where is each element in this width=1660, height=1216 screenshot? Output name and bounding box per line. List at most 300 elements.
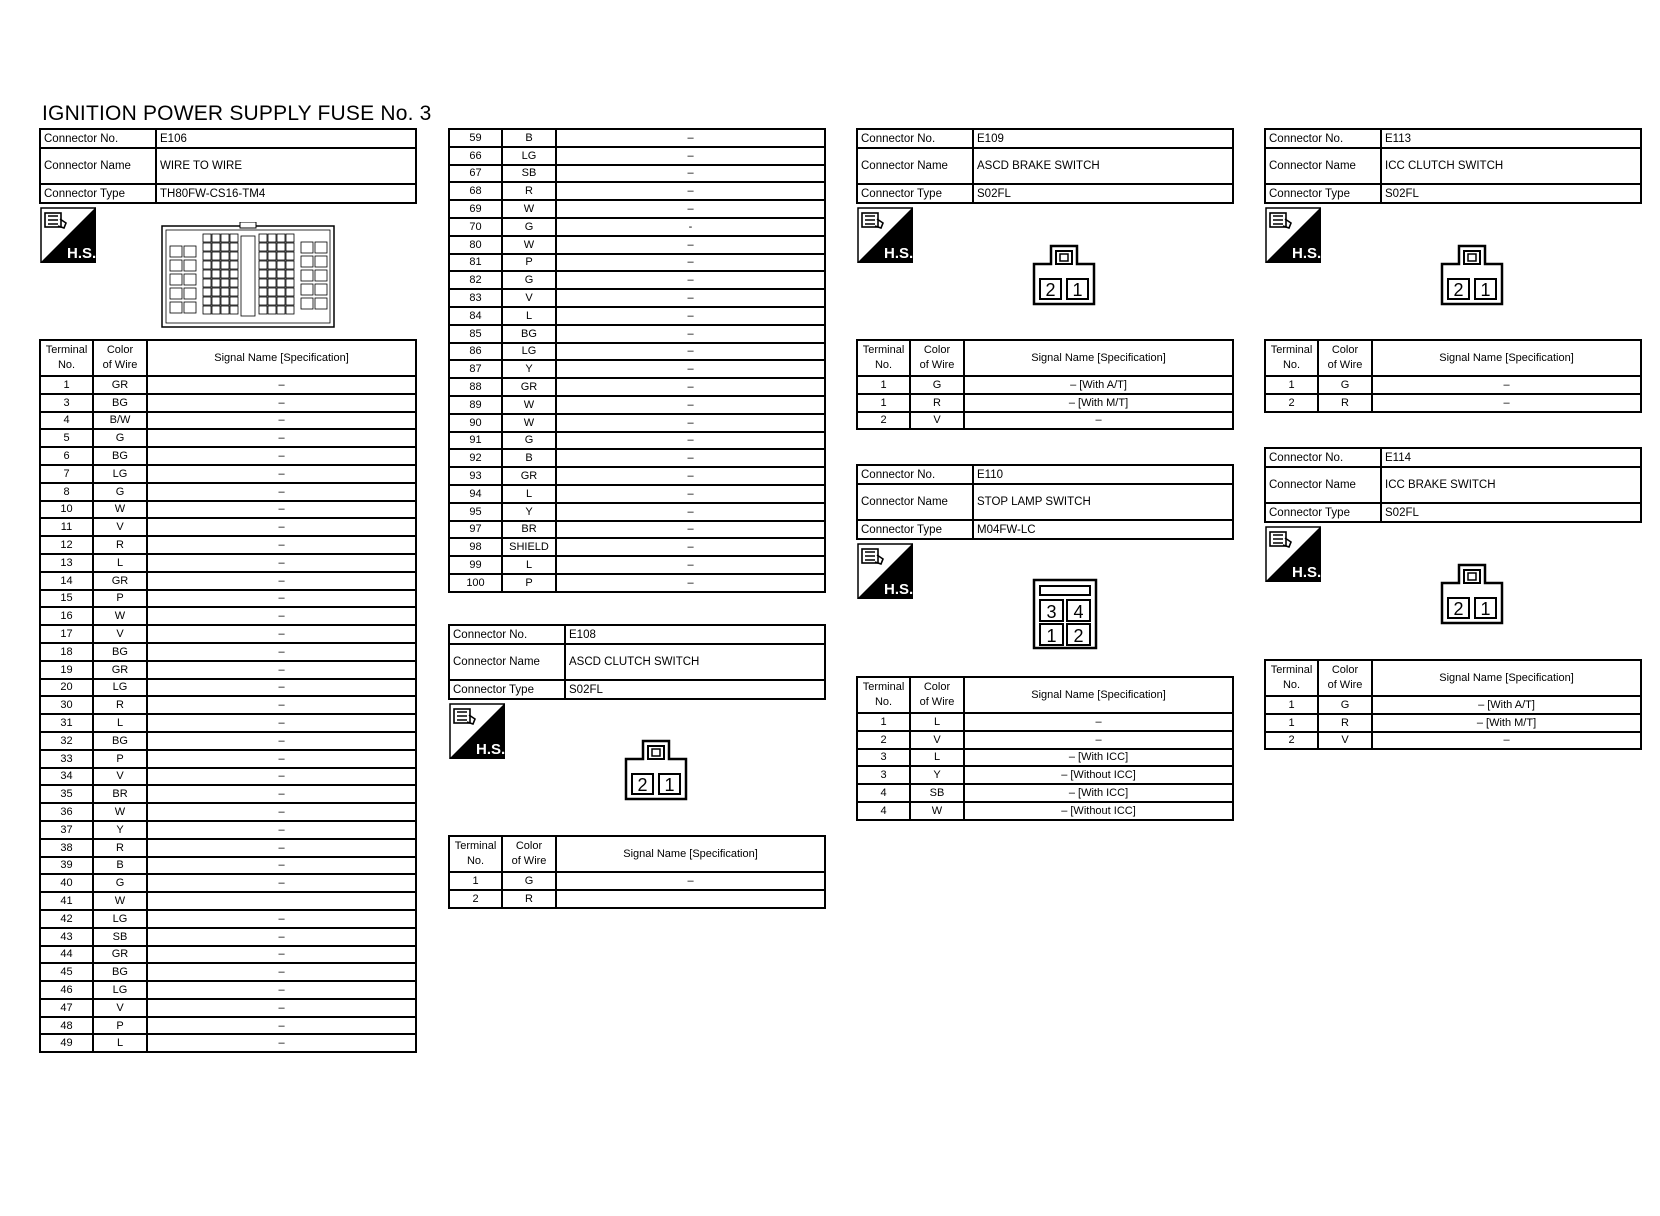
wire-color-cell: Y <box>502 503 556 521</box>
terminal-no-cell: 87 <box>449 360 502 378</box>
signal-name-cell: – <box>147 536 416 554</box>
table-row <box>40 839 416 857</box>
table-row <box>449 200 825 218</box>
wire-color-cell: LG <box>93 679 147 697</box>
connector-name-value: ICC CLUTCH SWITCH <box>1381 148 1641 184</box>
table-row <box>40 643 416 661</box>
signal-name-cell: - <box>556 218 825 236</box>
signal-name-cell: – <box>1372 376 1641 394</box>
terminal-no-cell: 11 <box>40 518 93 536</box>
color-of-wire-header: Color of Wire <box>910 677 964 713</box>
signal-name-cell: – <box>147 857 416 875</box>
wire-color-cell: W <box>93 892 147 910</box>
table-row <box>449 182 825 200</box>
terminal-no-cell: 48 <box>40 1017 93 1035</box>
signal-name-cell: – [With ICC] <box>964 749 1233 767</box>
table-row <box>40 910 416 928</box>
signal-name-cell: – <box>147 679 416 697</box>
connector-no-label: Connector No. <box>1265 448 1381 467</box>
signal-name-cell: – <box>147 394 416 412</box>
table-row <box>857 713 1233 731</box>
terminal-no-cell: 68 <box>449 182 502 200</box>
signal-name-cell: – <box>147 661 416 679</box>
connector-no-value: E109 <box>973 129 1233 148</box>
signal-name-cell: – [Without ICC] <box>964 802 1233 820</box>
signal-name-cell: – <box>147 928 416 946</box>
terminal-no-cell: 100 <box>449 574 502 592</box>
wire-color-cell: L <box>502 556 556 574</box>
svg-text:H.S.: H.S. <box>884 581 913 598</box>
wire-color-cell: GR <box>93 572 147 590</box>
table-row <box>449 254 825 272</box>
wire-color-cell: V <box>93 768 147 786</box>
terminal-no-cell: 15 <box>40 590 93 608</box>
terminal-no-header: Terminal No. <box>40 340 93 376</box>
wire-color-cell: BG <box>93 394 147 412</box>
terminal-no-cell: 4 <box>857 784 910 802</box>
signal-name-cell: – <box>556 396 825 414</box>
signal-name-cell: – <box>556 432 825 450</box>
table-row <box>40 590 416 608</box>
table-row <box>40 999 416 1017</box>
signal-name-header: Signal Name [Specification] <box>1372 660 1641 696</box>
terminal-no-cell: 36 <box>40 803 93 821</box>
terminal-no-cell: 92 <box>449 449 502 467</box>
wire-color-cell: B <box>502 449 556 467</box>
signal-name-cell: – <box>556 467 825 485</box>
terminal-no-cell: 1 <box>40 376 93 394</box>
signal-name-cell: – <box>964 731 1233 749</box>
wire-color-cell: LG <box>93 465 147 483</box>
terminal-no-cell: 41 <box>40 892 93 910</box>
connector-no-label: Connector No. <box>449 625 565 644</box>
svg-text:1: 1 <box>1072 280 1083 300</box>
wire-color-cell: BG <box>93 643 147 661</box>
connector-name-label: Connector Name <box>857 148 973 184</box>
table-row <box>1265 394 1641 412</box>
terminal-no-cell: 90 <box>449 414 502 432</box>
wire-color-cell: BG <box>502 325 556 343</box>
signal-name-cell: – <box>147 714 416 732</box>
signal-name-cell: – <box>556 182 825 200</box>
signal-name-header: Signal Name [Specification] <box>556 836 825 872</box>
svg-text:2: 2 <box>1453 280 1464 300</box>
signal-name-header: Signal Name [Specification] <box>147 340 416 376</box>
connector-name-label: Connector Name <box>1265 467 1381 503</box>
color-of-wire-header: Color of Wire <box>1318 660 1372 696</box>
table-row <box>449 378 825 396</box>
signal-name-cell: – <box>556 236 825 254</box>
signal-name-cell: – <box>556 271 825 289</box>
signal-name-cell: – [With A/T] <box>1372 696 1641 714</box>
terminal-no-cell: 13 <box>40 554 93 572</box>
wire-color-cell: V <box>93 999 147 1017</box>
table-row <box>1265 714 1641 732</box>
wire-color-cell: L <box>93 1034 147 1052</box>
terminal-no-header: Terminal No. <box>857 677 910 713</box>
e110-connector-face-icon <box>1032 578 1098 650</box>
terminal-no-cell: 44 <box>40 946 93 964</box>
table-row <box>449 890 825 908</box>
table-row <box>449 396 825 414</box>
signal-name-cell: – <box>556 414 825 432</box>
table-row <box>40 625 416 643</box>
wire-color-cell: BG <box>93 732 147 750</box>
connector-no-label: Connector No. <box>40 129 156 148</box>
signal-name-cell: – <box>147 572 416 590</box>
signal-name-cell: – <box>556 538 825 556</box>
hs-harness-side-icon <box>1265 207 1321 263</box>
table-row <box>449 872 825 890</box>
signal-name-cell: – <box>147 1034 416 1052</box>
terminal-no-cell: 6 <box>40 447 93 465</box>
terminal-no-header: Terminal No. <box>449 836 502 872</box>
signal-name-cell: – <box>556 449 825 467</box>
terminal-no-cell: 98 <box>449 538 502 556</box>
wire-color-cell: G <box>1318 696 1372 714</box>
wire-color-cell: BR <box>502 521 556 539</box>
signal-name-cell: – <box>556 343 825 361</box>
signal-name-cell: – <box>147 768 416 786</box>
wire-color-cell: R <box>1318 394 1372 412</box>
wire-color-cell: SHIELD <box>502 538 556 556</box>
table-row <box>449 360 825 378</box>
e110-header <box>856 464 1234 540</box>
signal-name-cell: – <box>556 325 825 343</box>
e106-pin-table <box>39 339 417 1053</box>
terminal-no-header: Terminal No. <box>1265 660 1318 696</box>
table-row <box>40 785 416 803</box>
e108-header <box>448 624 826 700</box>
table-row <box>857 784 1233 802</box>
connector-no-value: E113 <box>1381 129 1641 148</box>
wire-color-cell: SB <box>93 928 147 946</box>
table-row <box>40 803 416 821</box>
hs-harness-side-icon <box>40 207 96 263</box>
table-row <box>449 467 825 485</box>
terminal-no-cell: 2 <box>1265 394 1318 412</box>
wire-color-cell: V <box>910 731 964 749</box>
connector-no-value: E110 <box>973 465 1233 484</box>
signal-name-cell: – <box>147 607 416 625</box>
terminal-no-cell: 1 <box>1265 696 1318 714</box>
terminal-no-cell: 46 <box>40 981 93 999</box>
svg-text:1: 1 <box>664 775 675 795</box>
wire-color-cell: V <box>93 518 147 536</box>
terminal-no-cell: 1 <box>857 394 910 412</box>
signal-name-cell: – <box>147 910 416 928</box>
e109-pin-table <box>856 339 1234 430</box>
e114-connector-face-icon <box>1440 563 1504 625</box>
svg-text:H.S.: H.S. <box>67 245 96 262</box>
table-row <box>40 679 416 697</box>
wire-color-cell: R <box>1318 714 1372 732</box>
terminal-no-cell: 3 <box>857 749 910 767</box>
signal-name-cell: – <box>147 501 416 519</box>
connector-type-value: M04FW-LC <box>973 520 1233 539</box>
signal-name-cell: – <box>147 412 416 430</box>
terminal-no-cell: 35 <box>40 785 93 803</box>
signal-name-cell: – <box>147 590 416 608</box>
terminal-no-cell: 80 <box>449 236 502 254</box>
e109-header <box>856 128 1234 204</box>
terminal-no-cell: 40 <box>40 874 93 892</box>
table-row <box>40 572 416 590</box>
terminal-no-cell: 31 <box>40 714 93 732</box>
wire-color-cell: L <box>910 749 964 767</box>
wire-color-cell: GR <box>93 661 147 679</box>
wire-color-cell: LG <box>93 981 147 999</box>
table-row <box>449 485 825 503</box>
signal-name-cell: – <box>147 803 416 821</box>
table-row <box>40 376 416 394</box>
signal-name-cell: – <box>556 360 825 378</box>
e113-header <box>1264 128 1642 204</box>
terminal-no-header: Terminal No. <box>1265 340 1318 376</box>
table-row <box>40 874 416 892</box>
connector-no-value: E108 <box>565 625 825 644</box>
svg-text:4: 4 <box>1073 602 1084 622</box>
signal-name-cell: – [With M/T] <box>964 394 1233 412</box>
wire-color-cell: L <box>502 485 556 503</box>
signal-name-cell: – <box>147 785 416 803</box>
terminal-no-cell: 93 <box>449 467 502 485</box>
terminal-no-cell: 33 <box>40 750 93 768</box>
wire-color-cell: G <box>502 872 556 890</box>
e108-connector-face-icon <box>624 739 688 801</box>
wire-color-cell: L <box>93 554 147 572</box>
terminal-no-cell: 4 <box>40 412 93 430</box>
connector-type-label: Connector Type <box>857 520 973 539</box>
svg-text:2: 2 <box>1453 599 1464 619</box>
signal-name-cell <box>556 890 825 908</box>
connector-type-value: S02FL <box>1381 503 1641 522</box>
e113-connector-face-icon <box>1440 244 1504 306</box>
signal-name-cell: – <box>147 554 416 572</box>
terminal-no-cell: 45 <box>40 963 93 981</box>
color-of-wire-header: Color of Wire <box>910 340 964 376</box>
signal-name-cell: – <box>964 713 1233 731</box>
wire-color-cell: P <box>502 254 556 272</box>
wire-color-cell: GR <box>502 467 556 485</box>
color-of-wire-header: Color of Wire <box>1318 340 1372 376</box>
connector-type-label: Connector Type <box>449 680 565 699</box>
wire-color-cell: G <box>502 218 556 236</box>
signal-name-header: Signal Name [Specification] <box>1372 340 1641 376</box>
terminal-no-cell: 59 <box>449 129 502 147</box>
wire-color-cell: G <box>93 429 147 447</box>
terminal-no-cell: 8 <box>40 483 93 501</box>
wire-color-cell: W <box>93 803 147 821</box>
e110-pin-table <box>856 676 1234 821</box>
table-row <box>449 432 825 450</box>
table-row <box>1265 376 1641 394</box>
wire-color-cell: V <box>93 625 147 643</box>
terminal-no-cell: 30 <box>40 696 93 714</box>
terminal-no-cell: 67 <box>449 165 502 183</box>
connector-type-value: TH80FW-CS16-TM4 <box>156 184 416 203</box>
svg-text:H.S.: H.S. <box>884 245 913 262</box>
table-row <box>40 536 416 554</box>
svg-text:1: 1 <box>1480 599 1491 619</box>
table-row <box>40 465 416 483</box>
terminal-no-cell: 12 <box>40 536 93 554</box>
terminal-no-cell: 86 <box>449 343 502 361</box>
svg-text:H.S.: H.S. <box>1292 564 1321 581</box>
table-row <box>40 963 416 981</box>
connector-no-value: E114 <box>1381 448 1641 467</box>
terminal-no-cell: 85 <box>449 325 502 343</box>
terminal-no-header: Terminal No. <box>857 340 910 376</box>
signal-name-cell: – <box>556 872 825 890</box>
wire-color-cell: R <box>502 182 556 200</box>
hs-harness-side-icon <box>449 703 505 759</box>
signal-name-cell: – [Without ICC] <box>964 766 1233 784</box>
wire-color-cell: R <box>93 696 147 714</box>
signal-name-cell: – <box>556 200 825 218</box>
table-row <box>857 412 1233 430</box>
pin-table-header <box>857 677 1233 713</box>
connector-type-value: S02FL <box>973 184 1233 203</box>
terminal-no-cell: 17 <box>40 625 93 643</box>
signal-name-cell: – <box>147 465 416 483</box>
table-row <box>40 750 416 768</box>
terminal-no-cell: 5 <box>40 429 93 447</box>
signal-name-cell: – <box>147 447 416 465</box>
wire-color-cell: SB <box>502 165 556 183</box>
terminal-no-cell: 16 <box>40 607 93 625</box>
wire-color-cell: R <box>93 536 147 554</box>
wire-color-cell: SB <box>910 784 964 802</box>
table-row <box>449 307 825 325</box>
wire-color-cell: G <box>93 483 147 501</box>
terminal-no-cell: 69 <box>449 200 502 218</box>
table-row <box>449 271 825 289</box>
table-row <box>40 429 416 447</box>
signal-name-cell: – <box>556 485 825 503</box>
wire-color-cell: R <box>93 839 147 857</box>
wire-color-cell: GR <box>93 376 147 394</box>
signal-name-header: Signal Name [Specification] <box>964 340 1233 376</box>
signal-name-cell: – <box>147 750 416 768</box>
page-title: IGNITION POWER SUPPLY FUSE No. 3 <box>42 102 432 125</box>
svg-text:3: 3 <box>1046 602 1057 622</box>
wire-color-cell: V <box>502 289 556 307</box>
wire-color-cell: LG <box>502 147 556 165</box>
wire-color-cell: W <box>502 200 556 218</box>
color-of-wire-header: Color of Wire <box>502 836 556 872</box>
connector-type-value: S02FL <box>1381 184 1641 203</box>
connector-name-label: Connector Name <box>1265 148 1381 184</box>
signal-name-cell: – <box>147 963 416 981</box>
wire-color-cell: G <box>1318 376 1372 394</box>
signal-name-cell: – [With M/T] <box>1372 714 1641 732</box>
wire-color-cell: V <box>1318 732 1372 750</box>
wire-color-cell: BG <box>93 963 147 981</box>
wire-color-cell: W <box>502 396 556 414</box>
signal-name-cell: – <box>556 503 825 521</box>
connector-no-label: Connector No. <box>857 129 973 148</box>
wire-color-cell: GR <box>93 946 147 964</box>
terminal-no-cell: 1 <box>1265 714 1318 732</box>
svg-text:1: 1 <box>1046 626 1057 646</box>
pin-table-header <box>1265 660 1641 696</box>
signal-name-cell: – <box>556 147 825 165</box>
wire-color-cell: GR <box>502 378 556 396</box>
terminal-no-cell: 97 <box>449 521 502 539</box>
signal-name-cell: – <box>556 378 825 396</box>
table-row <box>1265 732 1641 750</box>
signal-name-cell: – <box>556 307 825 325</box>
signal-name-cell: – <box>147 643 416 661</box>
wire-color-cell: P <box>93 1017 147 1035</box>
table-row <box>40 732 416 750</box>
svg-text:1: 1 <box>1480 280 1491 300</box>
table-row <box>449 147 825 165</box>
signal-name-cell: – [With ICC] <box>964 784 1233 802</box>
hs-harness-side-icon <box>857 543 913 599</box>
terminal-no-cell: 66 <box>449 147 502 165</box>
terminal-no-cell: 32 <box>40 732 93 750</box>
signal-name-cell: – <box>1372 394 1641 412</box>
connector-type-value: S02FL <box>565 680 825 699</box>
wire-color-cell: B <box>502 129 556 147</box>
table-row <box>40 394 416 412</box>
table-row <box>40 1034 416 1052</box>
table-row <box>857 394 1233 412</box>
table-row <box>857 749 1233 767</box>
e113-pin-table <box>1264 339 1642 413</box>
table-row <box>40 981 416 999</box>
signal-name-cell: – <box>1372 732 1641 750</box>
signal-name-cell: – <box>556 254 825 272</box>
signal-name-cell: – <box>147 821 416 839</box>
svg-text:2: 2 <box>1045 280 1056 300</box>
e106-connector-face-icon <box>161 222 336 331</box>
pin-table-header <box>449 836 825 872</box>
terminal-no-cell: 7 <box>40 465 93 483</box>
terminal-no-cell: 1 <box>857 713 910 731</box>
terminal-no-cell: 42 <box>40 910 93 928</box>
wire-color-cell: L <box>502 307 556 325</box>
terminal-no-cell: 2 <box>1265 732 1318 750</box>
table-row <box>449 414 825 432</box>
e114-header <box>1264 447 1642 523</box>
wire-color-cell: LG <box>93 910 147 928</box>
wire-color-cell: W <box>502 236 556 254</box>
signal-name-cell: – <box>964 412 1233 430</box>
connector-name-label: Connector Name <box>857 484 973 520</box>
signal-name-cell: – <box>147 732 416 750</box>
table-row <box>40 501 416 519</box>
terminal-no-cell: 2 <box>857 412 910 430</box>
wire-color-cell: L <box>93 714 147 732</box>
terminal-no-cell: 4 <box>857 802 910 820</box>
wire-color-cell: R <box>910 394 964 412</box>
e114-pin-table <box>1264 659 1642 750</box>
connector-type-label: Connector Type <box>40 184 156 203</box>
terminal-no-cell: 37 <box>40 821 93 839</box>
svg-text:2: 2 <box>1073 626 1084 646</box>
connector-name-value: WIRE TO WIRE <box>156 148 416 184</box>
table-row <box>40 928 416 946</box>
table-row <box>449 574 825 592</box>
terminal-no-cell: 39 <box>40 857 93 875</box>
table-row <box>449 165 825 183</box>
table-row <box>449 218 825 236</box>
wire-color-cell: G <box>502 271 556 289</box>
terminal-no-cell: 2 <box>449 890 502 908</box>
